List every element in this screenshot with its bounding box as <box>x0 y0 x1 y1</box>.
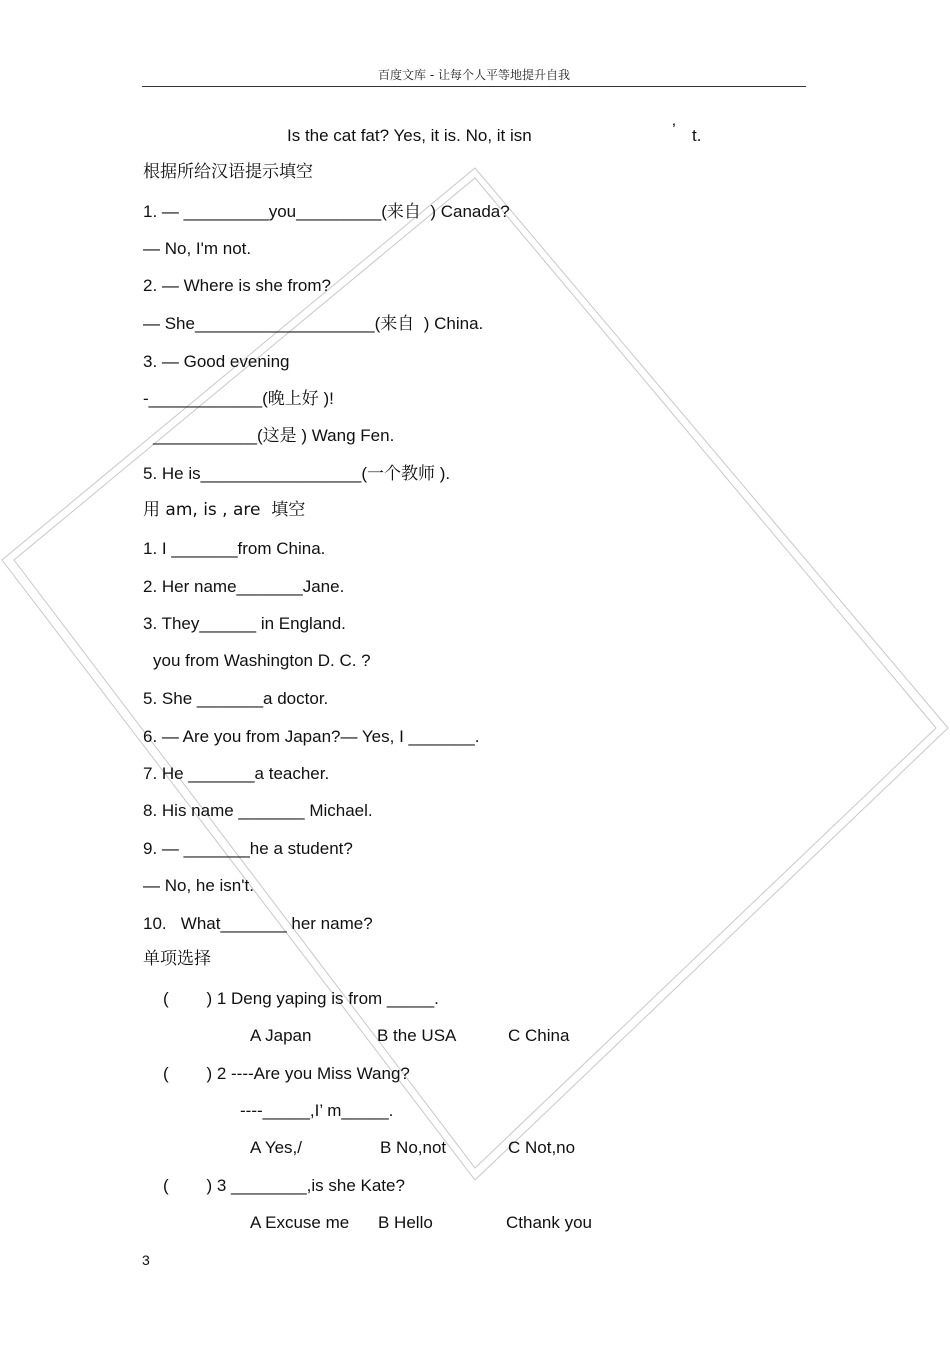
fill-answer-3: -____________(晚上好 )! <box>143 389 334 408</box>
am-is-are-item-2: 2. Her name_______Jane. <box>143 577 345 596</box>
fill-question-2: 2. — Where is she from? <box>143 276 332 295</box>
mc-1-option-c: C China <box>508 1026 570 1045</box>
fill-question-4: ___________(这是 ) Wang Fen. <box>153 426 395 445</box>
mc-question-1: ( ) 1 Deng yaping is from _____. <box>163 989 439 1008</box>
mc-1-option-b: B the USA <box>377 1026 457 1045</box>
fill-question-5: 5. He is_________________(一个教师 ). <box>143 464 451 483</box>
am-is-are-item-4: you from Washington D. C. ? <box>153 651 371 670</box>
mc-2-option-a: A Yes,/ <box>250 1138 302 1157</box>
am-is-are-item-7: 7. He _______a teacher. <box>143 764 330 783</box>
fill-question-3: 3. — Good evening <box>143 352 290 371</box>
am-is-are-item-6: 6. — Are you from Japan?— Yes, I _______. <box>143 727 480 746</box>
mc-2-option-c: C Not,no <box>508 1138 576 1157</box>
example-apostrophe: ’ <box>672 120 676 139</box>
fill-answer-1: — No, I'm not. <box>143 239 252 258</box>
am-is-are-item-8: 8. His name _______ Michael. <box>143 801 373 820</box>
fill-question-1: 1. — _________you_________(来自 ) Canada? <box>143 202 510 221</box>
example-sentence: Is the cat fat? Yes, it is. No, it isn <box>287 126 532 145</box>
mc-3-option-c: Cthank you <box>506 1213 592 1232</box>
mc-question-2: ( ) 2 ----Are you Miss Wang? <box>163 1064 410 1083</box>
document-header: 百度文库 - 让每个人平等地提升自我 <box>378 68 570 82</box>
header-rule <box>142 86 806 87</box>
mc-2-option-b: B No,not <box>380 1138 447 1157</box>
am-is-are-item-5: 5. She _______a doctor. <box>143 689 329 708</box>
example-ending: t. <box>692 126 702 145</box>
am-is-are-item-9: 9. — _______he a student? <box>143 839 353 858</box>
section-heading-am-is-are: 用 am, is , are 填空 <box>143 500 306 520</box>
section-heading-multiple-choice: 单项选择 <box>143 949 211 969</box>
am-is-are-item-10: 10. What_______ her name? <box>143 914 373 933</box>
am-is-are-item-1: 1. I _______from China. <box>143 539 326 558</box>
page-number: 3 <box>142 1252 150 1268</box>
mc-1-option-a: A Japan <box>250 1026 312 1045</box>
fill-answer-2: — She___________________(来自 ) China. <box>143 314 484 333</box>
mc-question-2-response: ----_____,I’ m_____. <box>240 1101 394 1120</box>
mc-3-option-a: A Excuse me <box>250 1213 350 1232</box>
mc-3-option-b: B Hello <box>378 1213 433 1232</box>
am-is-are-item-3: 3. They______ in England. <box>143 614 346 633</box>
am-is-are-item-9-answer: — No, he isn't. <box>143 876 254 895</box>
section-heading-translate-fill: 根据所给汉语提示填空 <box>143 162 313 182</box>
mc-question-3: ( ) 3 ________,is she Kate? <box>163 1176 405 1195</box>
